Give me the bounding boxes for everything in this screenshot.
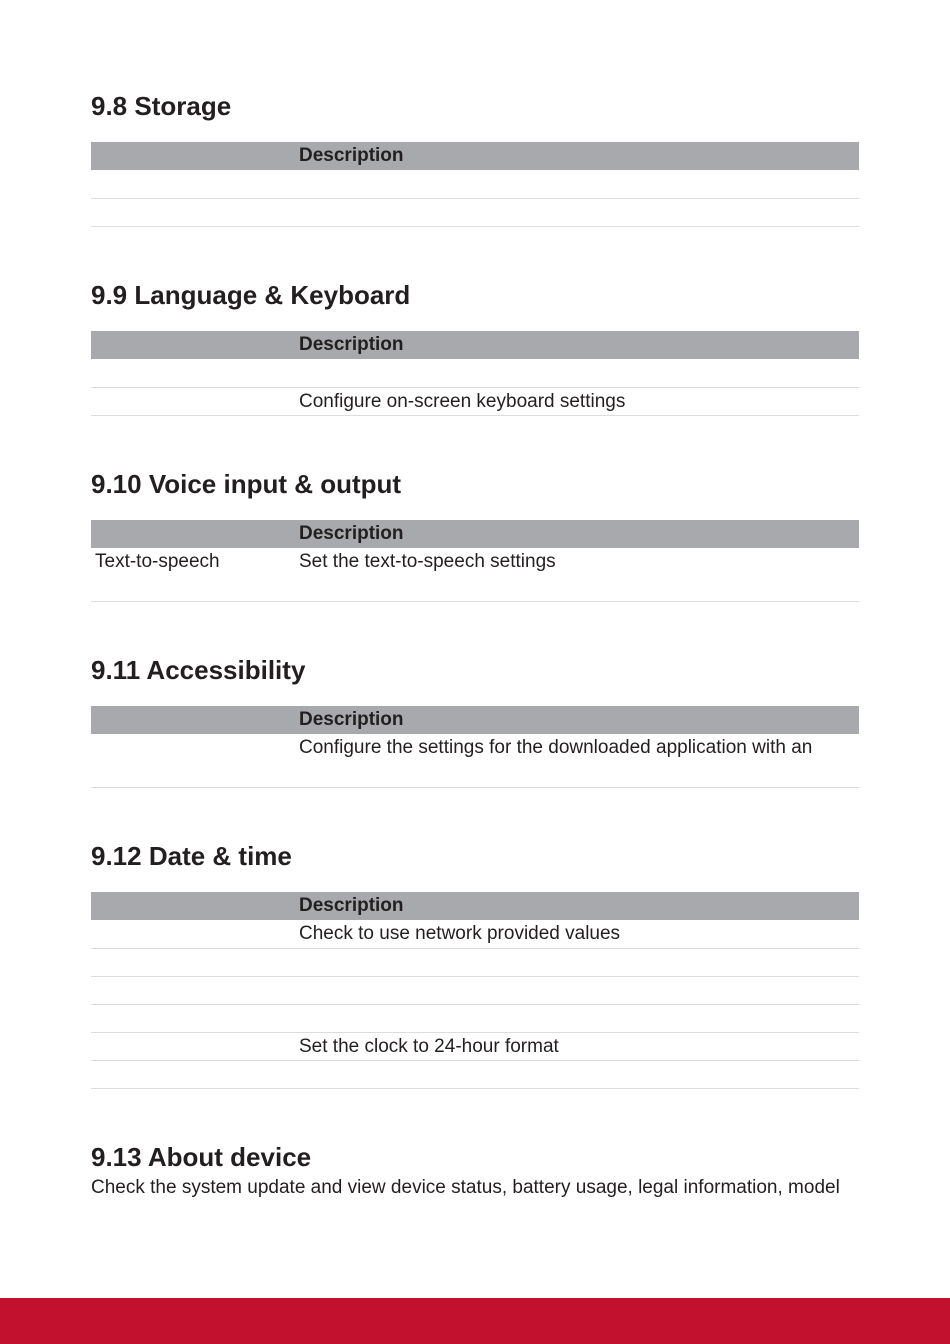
section-storage <box>91 91 859 166</box>
table-header <box>91 331 859 359</box>
section-title: 9.13 About device <box>91 1142 312 1172</box>
date-time-table <box>91 892 859 1089</box>
table-row <box>91 199 859 227</box>
table-row <box>91 1033 859 1061</box>
table-row <box>91 548 859 602</box>
description-cell: Check to use network provided values <box>299 923 621 944</box>
about-device-text: Check the system update and view device status, battery usage, legal information, model <box>91 1177 840 1198</box>
table-row <box>91 949 859 977</box>
table-row <box>91 388 859 416</box>
table-row <box>91 170 859 199</box>
section-accessibility <box>91 655 859 758</box>
section-title: 9.11 Accessibility <box>91 655 306 685</box>
table-header <box>91 706 859 734</box>
description-header: Description <box>299 709 404 730</box>
table-row <box>91 734 859 788</box>
footer-band <box>0 1298 950 1344</box>
table-row <box>91 977 859 1005</box>
section-title: 9.12 Date & time <box>91 841 292 871</box>
section-title: 9.10 Voice input & output <box>91 469 402 499</box>
table-header <box>91 892 859 920</box>
language-keyboard-table <box>91 331 859 416</box>
storage-table <box>91 142 859 227</box>
section-title: 9.8 Storage <box>91 91 232 121</box>
table-header <box>91 520 859 548</box>
table-row <box>91 1005 859 1033</box>
description-cell: Set the text-to-speech settings <box>299 551 556 572</box>
table-row <box>91 1061 859 1089</box>
section-about-device <box>91 1142 859 1198</box>
description-header: Description <box>299 145 404 166</box>
description-header: Description <box>299 334 404 355</box>
table-row <box>91 920 859 949</box>
table-header <box>91 142 859 170</box>
section-voice-input-output <box>91 469 859 572</box>
description-cell: Configure the settings for the downloaded application with an <box>299 737 813 758</box>
description-header: Description <box>299 895 404 916</box>
section-date-time <box>91 841 859 1057</box>
voice-table <box>91 520 859 602</box>
description-cell: Configure on-screen keyboard settings <box>299 391 626 412</box>
section-title: 9.9 Language & Keyboard <box>91 280 411 310</box>
item-cell: Text-to-speech <box>95 551 220 572</box>
section-language-keyboard <box>91 280 859 412</box>
description-header: Description <box>299 523 404 544</box>
table-row <box>91 359 859 388</box>
accessibility-table <box>91 706 859 788</box>
description-cell: Set the clock to 24-hour format <box>299 1036 559 1057</box>
